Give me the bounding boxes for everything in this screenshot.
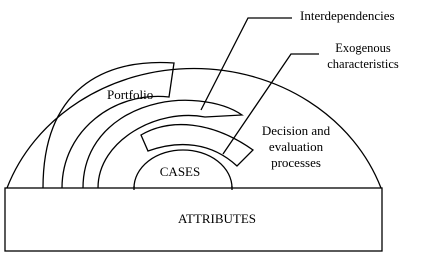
portfolio-label: Portfolio bbox=[107, 87, 154, 102]
decision-label-line1: Decision and bbox=[261, 123, 331, 138]
decision-label-line2: evaluation bbox=[268, 139, 324, 154]
attributes-label: ATTRIBUTES bbox=[178, 211, 256, 226]
exogenous-label-line1: Exogenous bbox=[335, 41, 391, 55]
decision-label-line3: processes bbox=[271, 155, 321, 170]
interdependencies-label: Interdependencies bbox=[300, 8, 395, 23]
exogenous-crescent bbox=[141, 125, 253, 166]
cases-label: CASES bbox=[159, 164, 201, 179]
exogenous-label-line2: characteristics bbox=[327, 57, 399, 71]
portfolio-band bbox=[43, 63, 174, 188]
interdependencies-leader bbox=[201, 18, 292, 110]
